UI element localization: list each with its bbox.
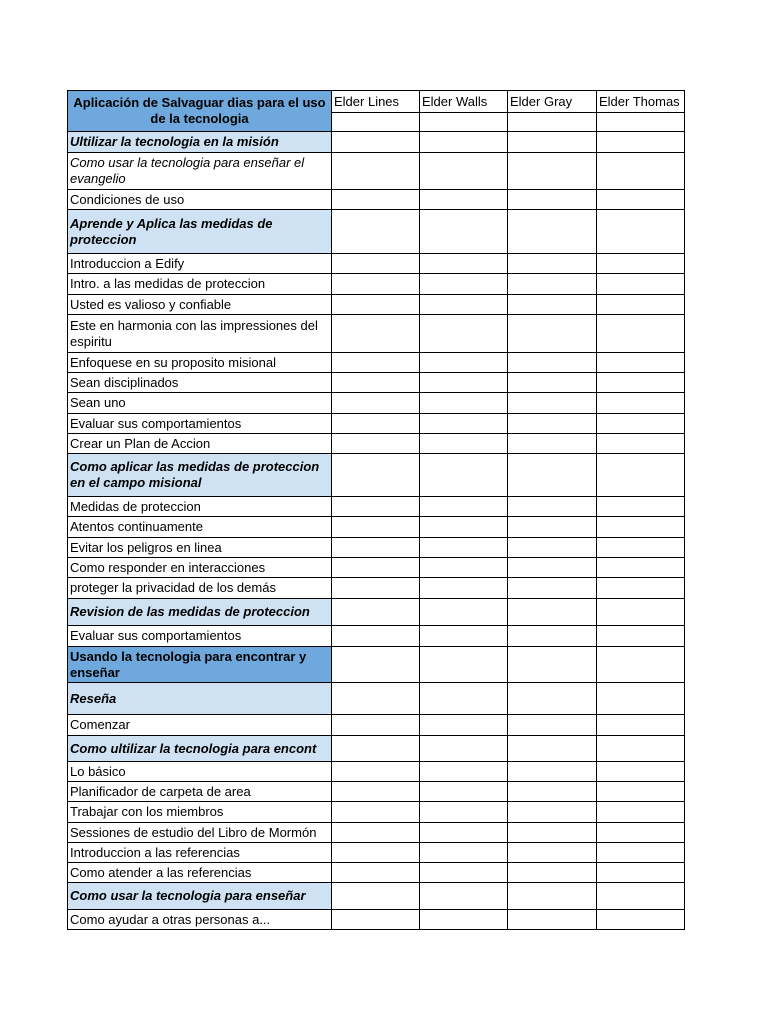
table-row bbox=[68, 538, 685, 558]
blank-cell[interactable] bbox=[420, 434, 508, 454]
blank-cell[interactable] bbox=[508, 434, 597, 454]
blank-cell[interactable] bbox=[332, 558, 420, 578]
table-row bbox=[68, 736, 685, 762]
row-label-cell[interactable]: Sean disciplinados bbox=[68, 373, 332, 393]
row-label-cell[interactable]: Comenzar bbox=[68, 715, 332, 736]
table-row bbox=[68, 910, 685, 930]
blank-cell[interactable] bbox=[508, 823, 597, 843]
row-label-cell[interactable]: Usted es valioso y confiable bbox=[68, 295, 332, 315]
row-label-cell[interactable]: proteger la privacidad de los demás bbox=[68, 578, 332, 599]
table-row bbox=[68, 434, 685, 454]
blank-cell[interactable] bbox=[508, 647, 597, 683]
blank-cell[interactable] bbox=[420, 254, 508, 274]
blank-cell[interactable] bbox=[332, 113, 420, 132]
blank-cell[interactable] bbox=[420, 190, 508, 210]
blank-cell[interactable] bbox=[508, 295, 597, 315]
blank-cell[interactable] bbox=[420, 802, 508, 823]
blank-cell[interactable] bbox=[420, 910, 508, 930]
blank-cell[interactable] bbox=[332, 373, 420, 393]
blank-cell[interactable] bbox=[508, 190, 597, 210]
blank-cell[interactable] bbox=[508, 132, 597, 153]
blank-cell[interactable] bbox=[420, 353, 508, 373]
blank-cell[interactable] bbox=[420, 132, 508, 153]
blank-cell[interactable] bbox=[332, 538, 420, 558]
blank-cell[interactable] bbox=[597, 599, 685, 626]
blank-cell[interactable] bbox=[597, 802, 685, 823]
blank-cell[interactable] bbox=[508, 762, 597, 782]
blank-cell[interactable] bbox=[508, 353, 597, 373]
blank-cell[interactable] bbox=[508, 683, 597, 715]
blank-cell[interactable] bbox=[420, 558, 508, 578]
blank-cell[interactable] bbox=[332, 736, 420, 762]
blank-cell[interactable] bbox=[332, 353, 420, 373]
blank-cell[interactable] bbox=[420, 883, 508, 910]
blank-cell[interactable] bbox=[508, 626, 597, 647]
blank-cell[interactable] bbox=[332, 683, 420, 715]
blank-cell[interactable] bbox=[332, 823, 420, 843]
blank-cell[interactable] bbox=[332, 802, 420, 823]
blank-cell[interactable] bbox=[508, 393, 597, 414]
blank-cell[interactable] bbox=[332, 190, 420, 210]
row-label-cell[interactable]: Como responder en interacciones bbox=[68, 558, 332, 578]
table-row bbox=[68, 497, 685, 517]
row-label-cell[interactable]: Condiciones de uso bbox=[68, 190, 332, 210]
row-label-cell[interactable]: Como usar la tecnologia para enseñar bbox=[68, 883, 332, 910]
row-label-cell[interactable]: Aprende y Aplica las medidas de proteccion bbox=[68, 210, 332, 254]
row-label-cell[interactable]: Medidas de proteccion bbox=[68, 497, 332, 517]
blank-cell[interactable] bbox=[508, 113, 597, 132]
header-row bbox=[68, 91, 685, 113]
blank-cell[interactable] bbox=[508, 863, 597, 883]
blank-cell[interactable] bbox=[420, 454, 508, 497]
row-label-cell[interactable]: Como ayudar a otras personas a... bbox=[68, 910, 332, 930]
blank-cell[interactable] bbox=[508, 538, 597, 558]
table-row bbox=[68, 274, 685, 295]
table-row bbox=[68, 715, 685, 736]
blank-cell[interactable] bbox=[332, 132, 420, 153]
blank-cell[interactable] bbox=[332, 599, 420, 626]
blank-cell[interactable] bbox=[597, 434, 685, 454]
blank-cell[interactable] bbox=[597, 132, 685, 153]
blank-cell[interactable] bbox=[597, 558, 685, 578]
blank-cell[interactable] bbox=[332, 393, 420, 414]
row-label-cell[interactable]: Lo básico bbox=[68, 762, 332, 782]
blank-cell[interactable] bbox=[508, 274, 597, 295]
blank-cell[interactable] bbox=[332, 578, 420, 599]
blank-cell[interactable] bbox=[508, 802, 597, 823]
row-label-cell[interactable]: Como usar la tecnologia para enseñar el evangelio bbox=[68, 153, 332, 190]
blank-cell[interactable] bbox=[420, 683, 508, 715]
blank-cell[interactable] bbox=[508, 715, 597, 736]
blank-cell[interactable] bbox=[332, 843, 420, 863]
table-row bbox=[68, 883, 685, 910]
table-row bbox=[68, 863, 685, 883]
blank-cell[interactable] bbox=[597, 274, 685, 295]
blank-cell[interactable] bbox=[508, 210, 597, 254]
blank-cell[interactable] bbox=[332, 626, 420, 647]
blank-cell[interactable] bbox=[597, 517, 685, 538]
row-label-cell[interactable]: Evaluar sus comportamientos bbox=[68, 626, 332, 647]
table-row bbox=[68, 190, 685, 210]
blank-cell[interactable] bbox=[332, 153, 420, 190]
blank-cell[interactable] bbox=[420, 599, 508, 626]
blank-cell[interactable] bbox=[420, 538, 508, 558]
table-row bbox=[68, 558, 685, 578]
row-label-cell[interactable]: Sean uno bbox=[68, 393, 332, 414]
row-label-cell[interactable]: Reseña bbox=[68, 683, 332, 715]
table-row bbox=[68, 517, 685, 538]
blank-cell[interactable] bbox=[508, 517, 597, 538]
blank-cell[interactable] bbox=[508, 454, 597, 497]
table-row bbox=[68, 599, 685, 626]
row-label-cell[interactable]: Ultilizar la tecnologia en la misión bbox=[68, 132, 332, 153]
blank-cell[interactable] bbox=[508, 910, 597, 930]
blank-cell[interactable] bbox=[508, 782, 597, 802]
blank-cell[interactable] bbox=[420, 497, 508, 517]
blank-cell[interactable] bbox=[597, 414, 685, 434]
blank-cell[interactable] bbox=[597, 736, 685, 762]
table-row bbox=[68, 762, 685, 782]
blank-cell[interactable] bbox=[597, 683, 685, 715]
blank-cell[interactable] bbox=[332, 414, 420, 434]
blank-cell[interactable] bbox=[508, 883, 597, 910]
blank-cell[interactable] bbox=[332, 434, 420, 454]
table-row bbox=[68, 373, 685, 393]
blank-cell[interactable] bbox=[597, 863, 685, 883]
blank-cell[interactable] bbox=[420, 315, 508, 353]
row-label-cell[interactable]: Evaluar sus comportamientos bbox=[68, 414, 332, 434]
blank-cell[interactable] bbox=[420, 274, 508, 295]
blank-cell[interactable] bbox=[420, 517, 508, 538]
column-header-elder-walls[interactable]: Elder Walls bbox=[420, 91, 508, 113]
table-row bbox=[68, 210, 685, 254]
row-label-cell[interactable]: Como aplicar las medidas de proteccion en el campo misional bbox=[68, 454, 332, 497]
blank-cell[interactable] bbox=[597, 454, 685, 497]
blank-cell[interactable] bbox=[597, 315, 685, 353]
blank-cell[interactable] bbox=[420, 823, 508, 843]
blank-cell[interactable] bbox=[332, 715, 420, 736]
table-row bbox=[68, 626, 685, 647]
blank-cell[interactable] bbox=[420, 736, 508, 762]
blank-cell[interactable] bbox=[597, 762, 685, 782]
table-row bbox=[68, 823, 685, 843]
blank-cell[interactable] bbox=[597, 373, 685, 393]
blank-cell[interactable] bbox=[332, 497, 420, 517]
blank-cell[interactable] bbox=[597, 210, 685, 254]
table-row bbox=[68, 153, 685, 190]
table-row bbox=[68, 393, 685, 414]
blank-cell[interactable] bbox=[597, 295, 685, 315]
blank-cell[interactable] bbox=[332, 315, 420, 353]
blank-cell[interactable] bbox=[420, 626, 508, 647]
blank-cell[interactable] bbox=[597, 393, 685, 414]
row-label-cell[interactable]: Atentos continuamente bbox=[68, 517, 332, 538]
row-label-cell[interactable]: Trabajar con los miembros bbox=[68, 802, 332, 823]
row-label-cell[interactable]: Revision de las medidas de proteccion bbox=[68, 599, 332, 626]
blank-cell[interactable] bbox=[420, 762, 508, 782]
table-row bbox=[68, 295, 685, 315]
blank-cell[interactable] bbox=[420, 414, 508, 434]
row-label-cell[interactable]: Crear un Plan de Accion bbox=[68, 434, 332, 454]
row-label-cell[interactable]: Introduccion a las referencias bbox=[68, 843, 332, 863]
blank-cell[interactable] bbox=[420, 782, 508, 802]
table-row bbox=[68, 353, 685, 373]
table-row bbox=[68, 315, 685, 353]
row-label-cell[interactable]: Sessiones de estudio del Libro de Mormón bbox=[68, 823, 332, 843]
blank-cell[interactable] bbox=[420, 578, 508, 599]
table-row bbox=[68, 802, 685, 823]
blank-cell[interactable] bbox=[332, 274, 420, 295]
blank-cell[interactable] bbox=[420, 113, 508, 132]
table-row bbox=[68, 132, 685, 153]
table-row bbox=[68, 254, 685, 274]
blank-cell[interactable] bbox=[597, 715, 685, 736]
column-header-elder-thomas[interactable]: Elder Thomas bbox=[597, 91, 685, 113]
blank-cell[interactable] bbox=[508, 578, 597, 599]
blank-cell[interactable] bbox=[597, 497, 685, 517]
blank-cell[interactable] bbox=[332, 883, 420, 910]
blank-cell[interactable] bbox=[508, 843, 597, 863]
blank-cell[interactable] bbox=[508, 497, 597, 517]
row-label-cell[interactable]: Enfoquese en su proposito misional bbox=[68, 353, 332, 373]
blank-cell[interactable] bbox=[597, 190, 685, 210]
blank-cell[interactable] bbox=[597, 782, 685, 802]
blank-cell[interactable] bbox=[420, 210, 508, 254]
row-label-cell[interactable]: Como atender a las referencias bbox=[68, 863, 332, 883]
row-label-cell[interactable]: Este en harmonia con las impressiones del espiritu bbox=[68, 315, 332, 353]
blank-cell[interactable] bbox=[597, 254, 685, 274]
table-title-cell[interactable]: Aplicación de Salvaguar dias para el uso de la tecnologia bbox=[68, 91, 332, 132]
row-label-cell[interactable]: Planificador de carpeta de area bbox=[68, 782, 332, 802]
blank-cell[interactable] bbox=[420, 373, 508, 393]
blank-cell[interactable] bbox=[597, 823, 685, 843]
table-row bbox=[68, 578, 685, 599]
blank-cell[interactable] bbox=[508, 254, 597, 274]
blank-cell[interactable] bbox=[597, 113, 685, 132]
row-label-cell[interactable]: Intro. a las medidas de proteccion bbox=[68, 274, 332, 295]
blank-cell[interactable] bbox=[597, 353, 685, 373]
column-header-elder-lines[interactable]: Elder Lines bbox=[332, 91, 420, 113]
blank-cell[interactable] bbox=[332, 910, 420, 930]
blank-cell[interactable] bbox=[420, 715, 508, 736]
blank-cell[interactable] bbox=[508, 736, 597, 762]
table-row bbox=[68, 683, 685, 715]
blank-cell[interactable] bbox=[420, 295, 508, 315]
blank-cell[interactable] bbox=[332, 517, 420, 538]
row-label-cell[interactable]: Introduccion a Edify bbox=[68, 254, 332, 274]
row-label-cell[interactable]: Usando la tecnologia para encontrar y enseñar bbox=[68, 647, 332, 683]
table-row bbox=[68, 414, 685, 434]
blank-cell[interactable] bbox=[420, 863, 508, 883]
row-label-cell[interactable]: Como ultilizar la tecnologia para encont bbox=[68, 736, 332, 762]
blank-cell[interactable] bbox=[597, 153, 685, 190]
blank-cell[interactable] bbox=[420, 153, 508, 190]
blank-cell[interactable] bbox=[597, 647, 685, 683]
table-row bbox=[68, 647, 685, 683]
table-row bbox=[68, 843, 685, 863]
spreadsheet-table bbox=[67, 90, 685, 930]
table-row bbox=[68, 454, 685, 497]
blank-cell[interactable] bbox=[332, 647, 420, 683]
blank-cell[interactable] bbox=[508, 599, 597, 626]
blank-cell[interactable] bbox=[332, 454, 420, 497]
blank-cell[interactable] bbox=[332, 762, 420, 782]
blank-cell[interactable] bbox=[420, 393, 508, 414]
blank-cell[interactable] bbox=[597, 538, 685, 558]
blank-cell[interactable] bbox=[332, 782, 420, 802]
blank-cell[interactable] bbox=[332, 254, 420, 274]
blank-cell[interactable] bbox=[597, 578, 685, 599]
blank-cell[interactable] bbox=[420, 647, 508, 683]
blank-cell[interactable] bbox=[597, 910, 685, 930]
blank-cell[interactable] bbox=[420, 843, 508, 863]
blank-cell[interactable] bbox=[508, 315, 597, 353]
blank-cell[interactable] bbox=[597, 883, 685, 910]
row-label-cell[interactable]: Evitar los peligros en linea bbox=[68, 538, 332, 558]
blank-cell[interactable] bbox=[597, 626, 685, 647]
blank-cell[interactable] bbox=[332, 295, 420, 315]
blank-cell[interactable] bbox=[332, 863, 420, 883]
blank-cell[interactable] bbox=[508, 153, 597, 190]
blank-cell[interactable] bbox=[508, 558, 597, 578]
blank-cell[interactable] bbox=[508, 414, 597, 434]
blank-cell[interactable] bbox=[597, 843, 685, 863]
blank-cell[interactable] bbox=[508, 373, 597, 393]
column-header-elder-gray[interactable]: Elder Gray bbox=[508, 91, 597, 113]
table-row bbox=[68, 782, 685, 802]
blank-cell[interactable] bbox=[332, 210, 420, 254]
